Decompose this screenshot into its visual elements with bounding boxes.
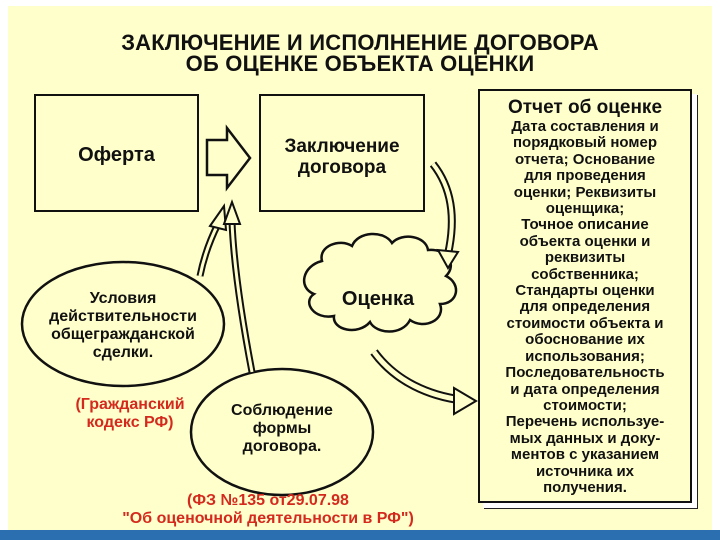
civil-code-reference: (Гражданский кодекс РФ) <box>75 396 185 431</box>
valuation-to-report-arrow <box>374 352 476 414</box>
form-label: Соблюдение формы договора. <box>231 402 333 455</box>
contract-label: Заключение договора <box>284 136 400 178</box>
form-to-contract-arrow <box>224 202 252 372</box>
offer-to-contract-arrow <box>207 128 250 188</box>
slide-title-line-2: ОБ ОЦЕНКЕ ОБЪЕКТА ОЦЕНКИ <box>185 51 535 76</box>
bottom-accent-bar <box>0 530 720 540</box>
validity-label: Условия действительности общегражданской сделки. <box>49 290 197 361</box>
valuation-label: Оценка <box>341 288 415 310</box>
report-body: Дата составления и порядковый номер отчета; Основание для проведения оценки; Реквизиты оценщика; Точное описание объекта оценки и реквизиты собственника; Стандарты оценки для определения стоимости объекта и обоснование их использования; Последовательность и дата определения стоимости; Перечень используе- мых данных и доку- ментов с указанием источника их получения. <box>505 118 665 496</box>
valuation-law-reference: (ФЗ №135 от29.07.98 "Об оценочной деятельности в РФ") <box>122 492 414 527</box>
slide-title-line-1: ЗАКЛЮЧЕНИЕ И ИСПОЛНЕНИЕ ДОГОВОРА <box>121 30 599 55</box>
valuation-cloud-shape <box>304 234 456 332</box>
offer-label: Оферта <box>78 144 155 166</box>
report-heading: Отчет об оценке <box>507 97 663 118</box>
validity-to-contract-arrow <box>200 206 226 276</box>
